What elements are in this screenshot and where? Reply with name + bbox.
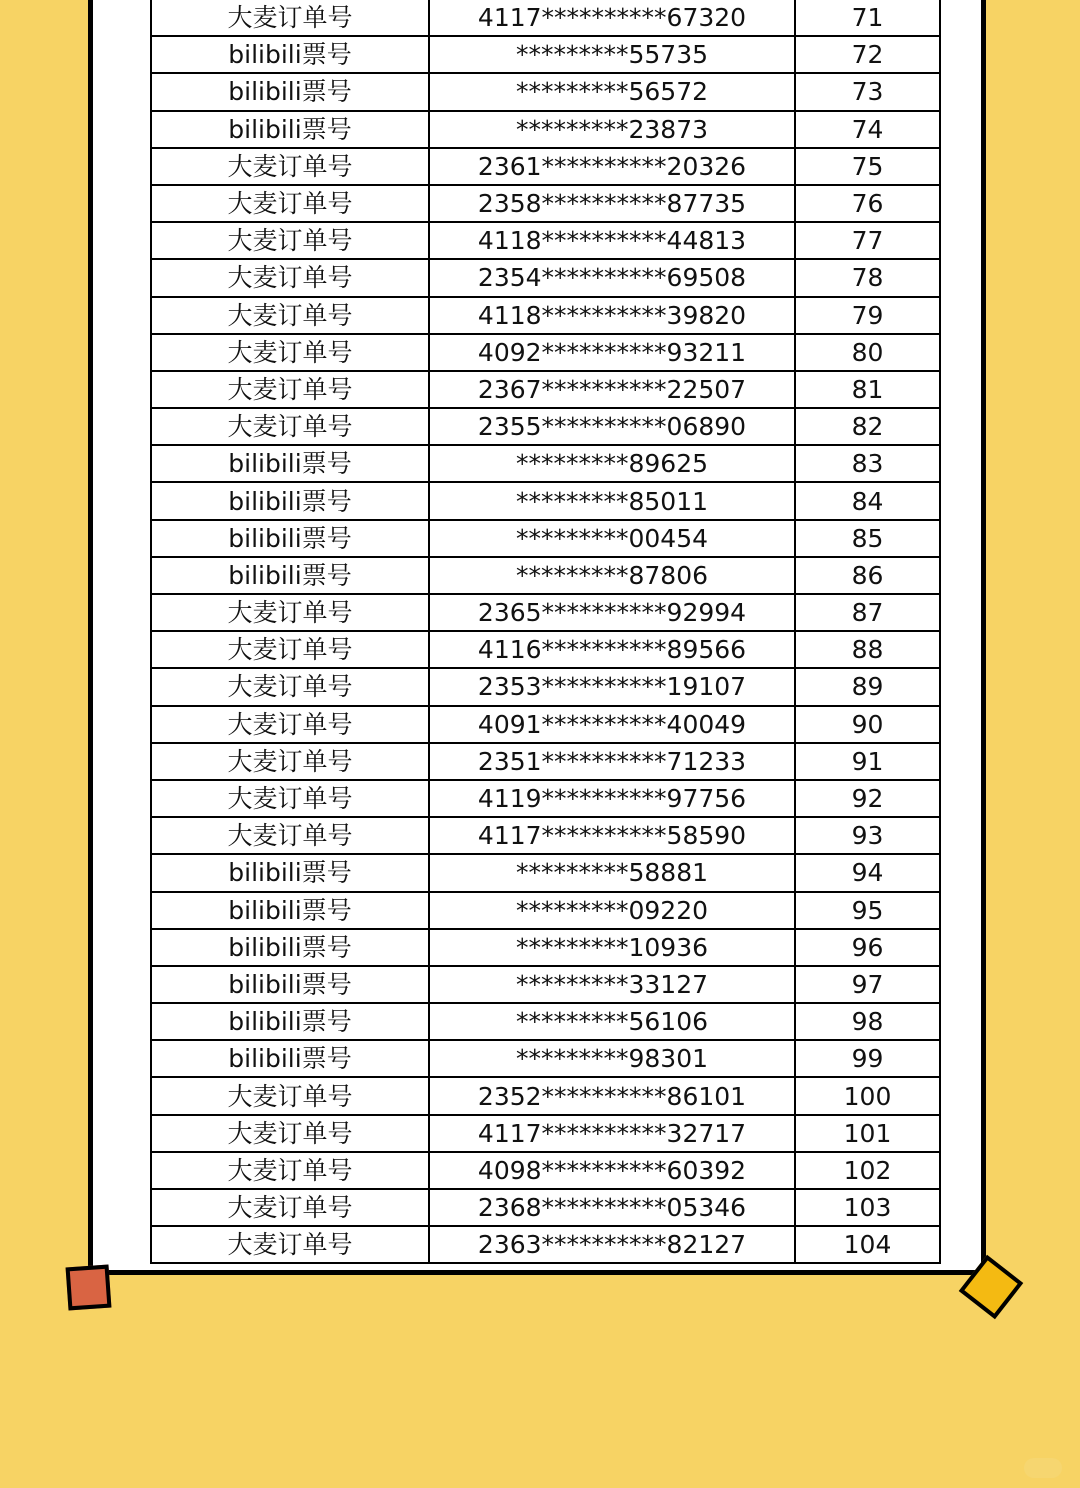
table-row: [151, 408, 940, 445]
row-index-cell: 103: [795, 1189, 940, 1226]
table-row: [151, 148, 940, 185]
row-index-cell: 101: [795, 1115, 940, 1152]
ticket-type-cell: 大麦订单号: [151, 259, 429, 296]
row-index-cell: 73: [795, 73, 940, 110]
row-index-cell: 94: [795, 854, 940, 891]
ticket-type-cell: bilibili票号: [151, 854, 429, 891]
ticket-type-cell: 大麦订单号: [151, 297, 429, 334]
row-index-cell: 71: [795, 0, 940, 36]
row-index-cell: 90: [795, 706, 940, 743]
table-row: [151, 668, 940, 705]
table-row: [151, 482, 940, 519]
table-row: [151, 892, 940, 929]
table-row: [151, 445, 940, 482]
table-row: [151, 1077, 940, 1114]
ticket-number-cell: *********23873: [429, 111, 795, 148]
ticket-number-cell: 4119**********97756: [429, 780, 795, 817]
table-row: [151, 1040, 940, 1077]
table-row: [151, 631, 940, 668]
faint-corner-mark: [1024, 1458, 1062, 1478]
ticket-number-cell: 4116**********89566: [429, 631, 795, 668]
ticket-type-cell: bilibili票号: [151, 1040, 429, 1077]
ticket-type-cell: 大麦订单号: [151, 222, 429, 259]
row-index-cell: 104: [795, 1226, 940, 1263]
ticket-number-cell: *********09220: [429, 892, 795, 929]
ticket-number-cell: *********55735: [429, 36, 795, 73]
table-row: [151, 557, 940, 594]
ticket-type-cell: 大麦订单号: [151, 0, 429, 36]
ticket-number-cell: 4092**********93211: [429, 334, 795, 371]
ticket-type-cell: bilibili票号: [151, 36, 429, 73]
row-index-cell: 99: [795, 1040, 940, 1077]
ticket-number-cell: 2353**********19107: [429, 668, 795, 705]
ticket-number-cell: 4117**********58590: [429, 817, 795, 854]
ticket-type-cell: bilibili票号: [151, 111, 429, 148]
table-row: [151, 36, 940, 73]
table-row: [151, 780, 940, 817]
ticket-number-cell: 4091**********40049: [429, 706, 795, 743]
ticket-type-cell: 大麦订单号: [151, 594, 429, 631]
table-row: [151, 371, 940, 408]
ticket-type-cell: 大麦订单号: [151, 371, 429, 408]
ticket-number-cell: *********87806: [429, 557, 795, 594]
row-index-cell: 75: [795, 148, 940, 185]
table-row: [151, 594, 940, 631]
ticket-type-cell: 大麦订单号: [151, 780, 429, 817]
ticket-number-cell: *********89625: [429, 445, 795, 482]
ticket-number-cell: *********58881: [429, 854, 795, 891]
row-index-cell: 79: [795, 297, 940, 334]
ticket-type-cell: 大麦订单号: [151, 334, 429, 371]
ticket-number-table: [150, 0, 941, 1264]
ticket-type-cell: 大麦订单号: [151, 743, 429, 780]
ticket-type-cell: 大麦订单号: [151, 185, 429, 222]
ticket-type-cell: 大麦订单号: [151, 817, 429, 854]
table-row: [151, 297, 940, 334]
ticket-type-cell: 大麦订单号: [151, 408, 429, 445]
row-index-cell: 85: [795, 520, 940, 557]
row-index-cell: 82: [795, 408, 940, 445]
ticket-number-cell: *********98301: [429, 1040, 795, 1077]
ticket-number-cell: 2351**********71233: [429, 743, 795, 780]
row-index-cell: 88: [795, 631, 940, 668]
table-row: [151, 222, 940, 259]
row-index-cell: 89: [795, 668, 940, 705]
row-index-cell: 78: [795, 259, 940, 296]
row-index-cell: 86: [795, 557, 940, 594]
row-index-cell: 80: [795, 334, 940, 371]
table-row: [151, 706, 940, 743]
row-index-cell: 81: [795, 371, 940, 408]
ticket-type-cell: 大麦订单号: [151, 1077, 429, 1114]
row-index-cell: 92: [795, 780, 940, 817]
ticket-number-cell: 2352**********86101: [429, 1077, 795, 1114]
ticket-type-cell: bilibili票号: [151, 966, 429, 1003]
row-index-cell: 77: [795, 222, 940, 259]
ticket-number-cell: 2361**********20326: [429, 148, 795, 185]
table-row: [151, 1003, 940, 1040]
ticket-type-cell: bilibili票号: [151, 445, 429, 482]
ticket-number-cell: *********33127: [429, 966, 795, 1003]
table-row: [151, 854, 940, 891]
ticket-type-cell: 大麦订单号: [151, 1115, 429, 1152]
table-row: [151, 817, 940, 854]
ticket-number-cell: 4118**********39820: [429, 297, 795, 334]
ticket-number-cell: 2367**********22507: [429, 371, 795, 408]
ticket-number-cell: 4117**********67320: [429, 0, 795, 36]
row-index-cell: 95: [795, 892, 940, 929]
ticket-type-cell: 大麦订单号: [151, 148, 429, 185]
row-index-cell: 72: [795, 36, 940, 73]
table-row: [151, 1152, 940, 1189]
ticket-number-cell: *********56106: [429, 1003, 795, 1040]
ticket-type-cell: 大麦订单号: [151, 1189, 429, 1226]
row-index-cell: 100: [795, 1077, 940, 1114]
ticket-table-body: [151, 0, 940, 1263]
ticket-number-cell: *********10936: [429, 929, 795, 966]
table-row: [151, 111, 940, 148]
ticket-number-cell: 2355**********06890: [429, 408, 795, 445]
ticket-number-cell: *********00454: [429, 520, 795, 557]
ticket-type-cell: 大麦订单号: [151, 668, 429, 705]
ticket-number-cell: 4098**********60392: [429, 1152, 795, 1189]
table-row: [151, 73, 940, 110]
table-row: [151, 743, 940, 780]
table-row: [151, 929, 940, 966]
ticket-type-cell: 大麦订单号: [151, 631, 429, 668]
table-row: [151, 520, 940, 557]
row-index-cell: 97: [795, 966, 940, 1003]
row-index-cell: 84: [795, 482, 940, 519]
table-row: [151, 1115, 940, 1152]
row-index-cell: 83: [795, 445, 940, 482]
ticket-type-cell: bilibili票号: [151, 482, 429, 519]
row-index-cell: 102: [795, 1152, 940, 1189]
row-index-cell: 74: [795, 111, 940, 148]
ticket-number-cell: 2358**********87735: [429, 185, 795, 222]
table-row: [151, 334, 940, 371]
table-row: [151, 1189, 940, 1226]
row-index-cell: 98: [795, 1003, 940, 1040]
ticket-type-cell: bilibili票号: [151, 73, 429, 110]
table-row: [151, 259, 940, 296]
ticket-type-cell: bilibili票号: [151, 557, 429, 594]
ticket-number-cell: *********85011: [429, 482, 795, 519]
table-row: [151, 185, 940, 222]
ticket-number-cell: 2365**********92994: [429, 594, 795, 631]
table-row: [151, 966, 940, 1003]
ticket-type-cell: 大麦订单号: [151, 706, 429, 743]
ticket-type-cell: bilibili票号: [151, 929, 429, 966]
ticket-type-cell: 大麦订单号: [151, 1152, 429, 1189]
ticket-type-cell: 大麦订单号: [151, 1226, 429, 1263]
table-row: [151, 0, 940, 36]
ticket-number-cell: 2363**********82127: [429, 1226, 795, 1263]
ticket-number-cell: 4117**********32717: [429, 1115, 795, 1152]
orange-square-decoration: [66, 1265, 112, 1311]
ticket-type-cell: bilibili票号: [151, 520, 429, 557]
row-index-cell: 91: [795, 743, 940, 780]
row-index-cell: 76: [795, 185, 940, 222]
table-row: [151, 1226, 940, 1263]
row-index-cell: 87: [795, 594, 940, 631]
row-index-cell: 93: [795, 817, 940, 854]
row-index-cell: 96: [795, 929, 940, 966]
ticket-type-cell: bilibili票号: [151, 892, 429, 929]
ticket-number-cell: 2354**********69508: [429, 259, 795, 296]
ticket-number-cell: *********56572: [429, 73, 795, 110]
ticket-number-cell: 2368**********05346: [429, 1189, 795, 1226]
ticket-type-cell: bilibili票号: [151, 1003, 429, 1040]
ticket-number-cell: 4118**********44813: [429, 222, 795, 259]
